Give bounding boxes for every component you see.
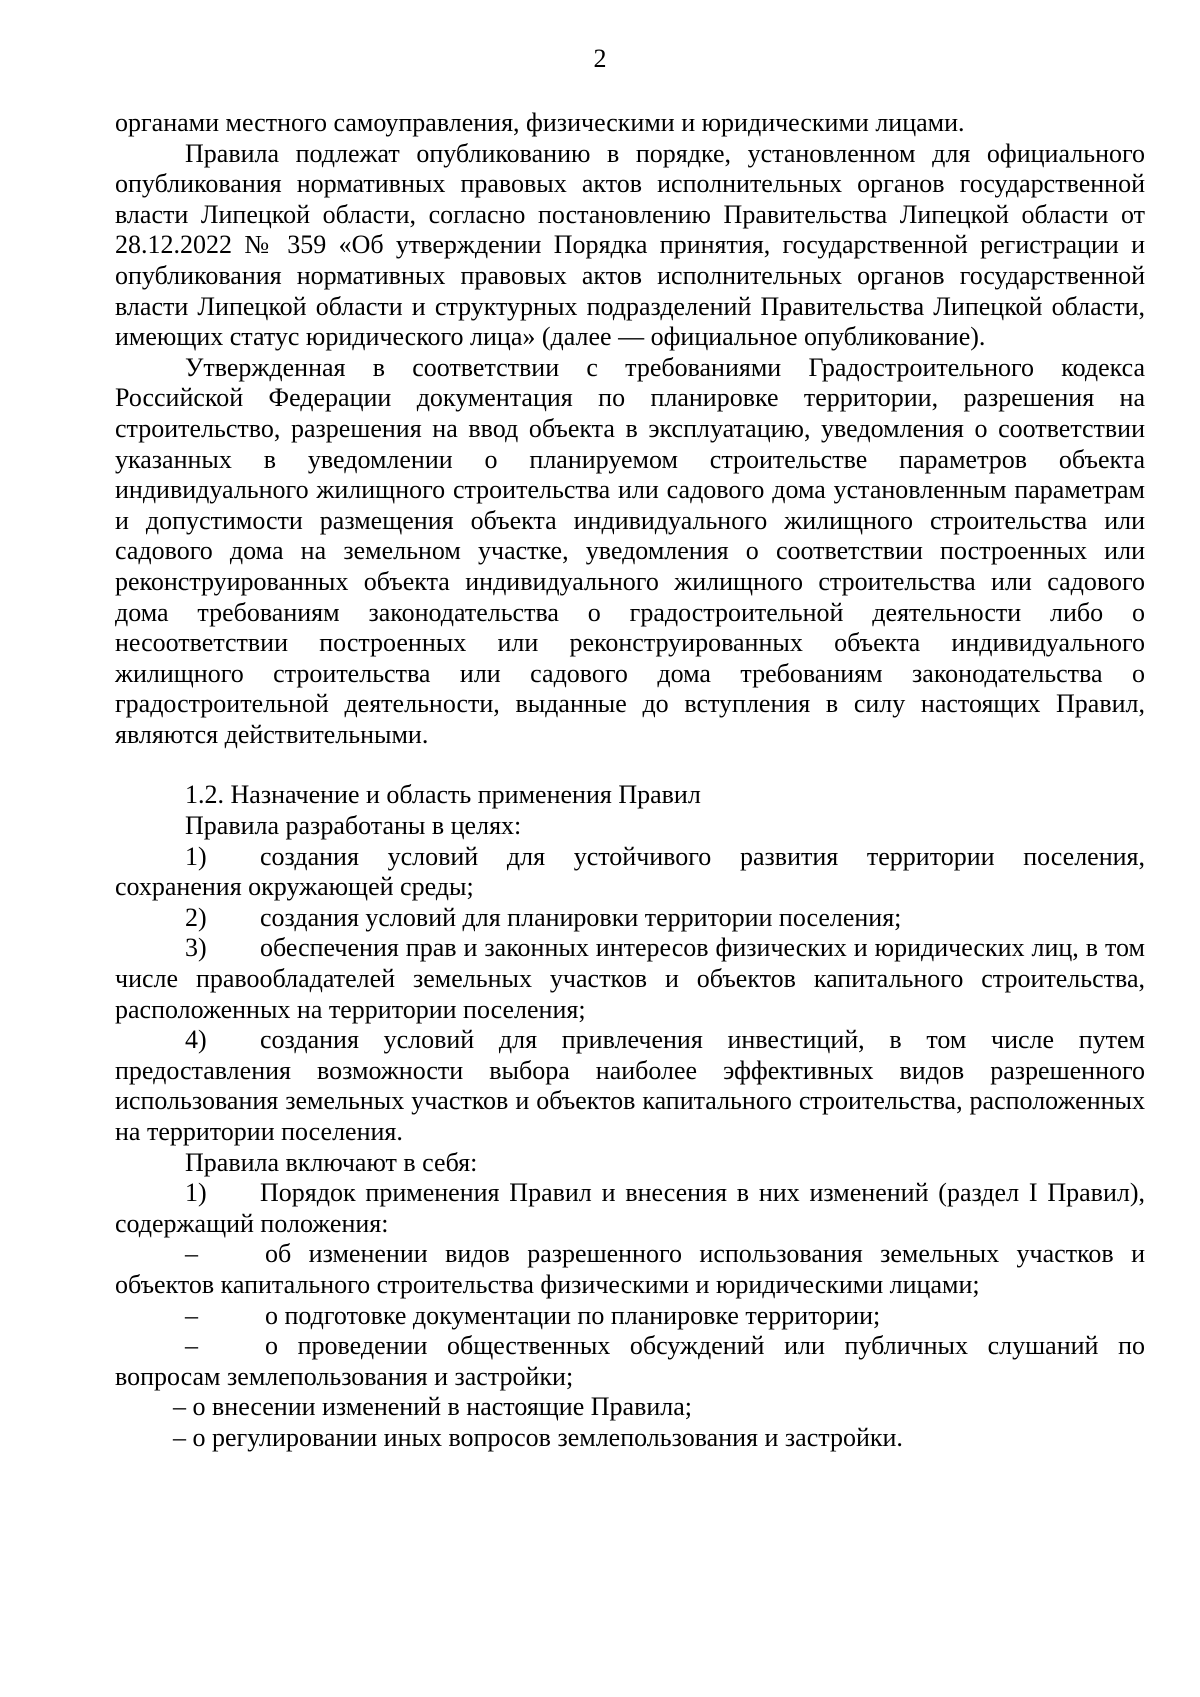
paragraph: органами местного самоуправления, физическими и юридическими лицами. bbox=[115, 108, 965, 137]
section-heading: 1.2. Назначение и область применения Правил bbox=[185, 780, 701, 810]
list-item-text: обеспечения прав и законных интересов физических и юридических лиц, в том числе правообладателей земельных участков и объектов капитального строительства, расположенных на территории поселения; bbox=[115, 933, 1145, 1024]
list-item bbox=[115, 1178, 1145, 1239]
dash-marker: – bbox=[185, 1239, 198, 1269]
list-item-text: создания условий для планировки территории поселения; bbox=[260, 902, 902, 932]
dash-marker: – bbox=[185, 1300, 198, 1330]
list-marker: 3) bbox=[185, 933, 207, 963]
dash-item bbox=[115, 1331, 1145, 1392]
dash-item bbox=[115, 1392, 1145, 1423]
list-marker: 2) bbox=[185, 902, 207, 932]
list-item-text: создания условий для привлечения инвестиций, в том числе путем предоставления возможности выбора наиболее эффективных видов разрешенного использования земельных участков и объектов капитального строительства, расположенных на территории поселения. bbox=[115, 1025, 1145, 1146]
paragraph: Утвержденная в соответствии с требованиями Градостроительного кодекса Российской Федерации документация по планировке территории, разрешения на строительство, разрешения на ввод объекта в эксплуатацию, уведомления о соответствии указанных в уведомлении о планируемом строительстве параметров объекта индивидуального жилищного строительства или садового дома установленным параметрам и допустимости размещения объекта индивидуального жилищного строительства или садового дома на земельном участке, уведомления о соответствии построенных или реконструированных объекта индивидуального жилищного строительства или садового дома требованиям законодательства о градостроительной деятельности либо о несоответствии построенных или реконструированных объекта индивидуального жилищного строительства или садового дома требованиям законодательства о градостроительной деятельности, выданные до вступления в силу настоящих Правил, являются действительными. bbox=[115, 352, 1145, 749]
dash-marker: – bbox=[185, 1331, 198, 1361]
dash-item-text: о регулировании иных вопросов землепользования и застройки. bbox=[192, 1422, 903, 1452]
list-item bbox=[115, 842, 1145, 903]
dash-item bbox=[115, 1423, 1145, 1454]
dash-item-text: о подготовке документации по планировке территории; bbox=[265, 1300, 881, 1330]
list-item bbox=[115, 933, 1145, 1025]
page-number: 2 bbox=[593, 44, 607, 73]
list-marker: 4) bbox=[185, 1025, 207, 1055]
list-marker: 1) bbox=[185, 1178, 207, 1208]
paragraph: Правила подлежат опубликованию в порядке, установленном для официального опубликования нормативных правовых актов исполнительных органов государственной власти Липецкой области, согласно постановлению Правительства Липецкой области от 28.12.2022 № 359 «Об утверждении Порядка принятия, государственной регистрации и опубликования нормативных правовых актов исполнительных органов государственной власти Липецкой области и структурных подразделений Правительства Липецкой области, имеющих статус юридического лица» (далее — официальное опубликование). bbox=[115, 138, 1145, 352]
dash-item bbox=[115, 1239, 1145, 1300]
dash-item-text: о внесении изменений в настоящие Правила; bbox=[192, 1392, 692, 1422]
document-body bbox=[115, 108, 1145, 1454]
dash-marker: – bbox=[173, 1392, 186, 1422]
dash-item-text: о проведении общественных обсуждений или публичных слушаний по вопросам землепользования и застройки; bbox=[115, 1331, 1145, 1391]
list-item bbox=[115, 903, 1145, 934]
paragraph: Правила включают в себя: bbox=[185, 1147, 478, 1177]
list-item-text: Порядок применения Правил и внесения в них изменений (раздел I Правил), содержащий положения: bbox=[115, 1178, 1145, 1238]
list-item bbox=[115, 1025, 1145, 1147]
dash-item bbox=[115, 1301, 1145, 1332]
dash-marker: – bbox=[173, 1422, 186, 1452]
paragraph: Правила разработаны в целях: bbox=[185, 811, 522, 841]
list-marker: 1) bbox=[185, 841, 207, 871]
dash-item-text: об изменении видов разрешенного использования земельных участков и объектов капитального строительства физическими и юридическими лицами; bbox=[115, 1239, 1145, 1299]
list-item-text: создания условий для устойчивого развития территории поселения, сохранения окружающей среды; bbox=[115, 841, 1145, 902]
paragraph-spacer bbox=[115, 750, 1145, 780]
